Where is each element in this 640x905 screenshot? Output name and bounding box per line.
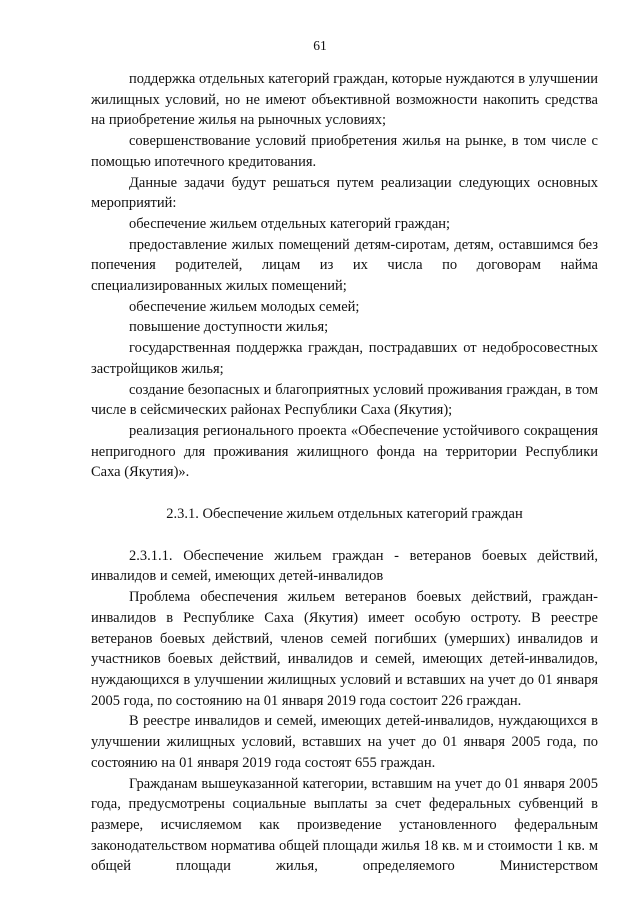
paragraph-disabled-registry: В реестре инвалидов и семей, имеющих детей-инвалидов, нуждающихся в улучшении жилищных условий, вставших на учет до 01 января 2005 года, по состоянию на 01 января 2019 года состоят 655 граждан. [91,713,598,771]
paragraph-tasks: Данные задачи будут решаться путем реализации следующих основных мероприятий: [91,174,598,212]
subsection-heading: 2.3.1.1. Обеспечение жильем граждан - ветеранов боевых действий, инвалидов и семей, имеющих детей-инвалидов [91,547,598,585]
paragraph-support-categories: поддержка отдельных категорий граждан, которые нуждаются в улучшении жилищных условий, но не имеют объективной возможности накопить средства на приобретение жилья на рыночных условиях; [91,71,598,129]
body-text [91,69,598,877]
list-item-housing-categories: обеспечение жильем отдельных категорий граждан; [129,215,451,232]
paragraph-mortgage: совершенствование условий приобретения жилья на рынке, в том числе с помощью ипотечного кредитования. [91,133,598,170]
list-item-young-families: обеспечение жильем молодых семей; [129,298,360,315]
page-number: 61 [313,38,327,53]
list-item-defrauded-buyers: государственная поддержка граждан, пострадавших от недобросовестных застройщиков жилья; [91,340,598,377]
paragraph-social-payments: Гражданам вышеуказанной категории, вставшим на учет до 01 января 2005 года, предусмотрены социальные выплаты за счет федеральных субвенций в размере, исчисляемом как произведение установленного федеральным законодательством норматива общей площади жилья 18 кв. м и стоимости 1 кв. м общей площади жилья, определяемого Министерством [91,775,598,875]
list-item-affordability: повышение доступности жилья; [129,319,329,336]
list-item-seismic: создание безопасных и благоприятных условий проживания граждан, в том числе в сейсмических районах Республики Саха (Якутия); [91,381,598,419]
section-heading: 2.3.1. Обеспечение жильем отдельных категорий граждан [166,506,523,523]
list-item-regional-project: реализация регионального проекта «Обеспечение устойчивого сокращения непригодного для проживания жилищного фонда на территории Республики Саха (Якутия)». [91,422,598,481]
paragraph-veterans-problem: Проблема обеспечения жильем ветеранов боевых действий, граждан-инвалидов в Республике Саха (Якутия) имеет особую остроту. В реестре ветеранов боевых действий, членов семей погибших (умерших) инвалидов и участников боевых действий, инвалидов и семей, имеющих детей-инвалидов, нуждающихся в улучшении жилищных условий и вставших на учет до 01 января 2005 года, по состоянию на 01 января 2019 года состоит 226 граждан. [91,589,598,709]
list-item-orphans: предоставление жилых помещений детям-сиротам, детям, оставшимся без попечения родителей, лицам из их числа по договорам найма специализированных жилых помещений; [91,236,598,295]
